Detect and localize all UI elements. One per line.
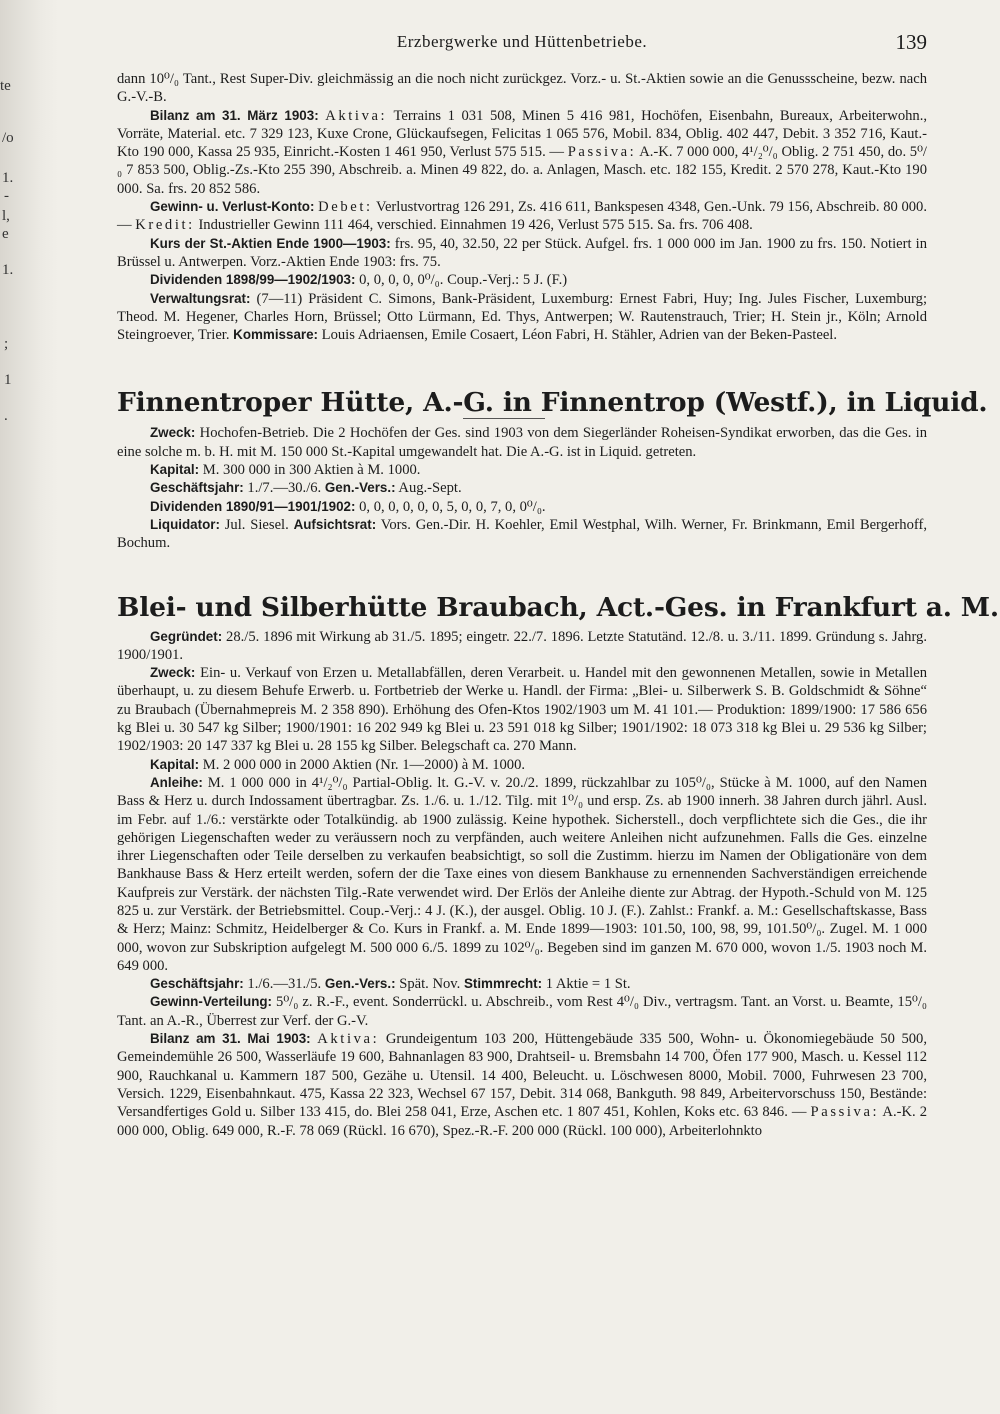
field-label: Liquidator:: [150, 516, 220, 532]
geschaeftsjahr-paragraph: Geschäftsjahr: 1./7.—30./6. Gen.-Vers.: Aug.-Sept.: [150, 480, 462, 497]
kapital-paragraph: Kapital: M. 2 000 000 in 2000 Aktien (Nr. 1—2000) à M. 1000.: [150, 756, 526, 773]
gewinn-verlust-paragraph: Gewinn- u. Verlust-Konto: Debet: Verlustvortrag 126 291, Zs. 416 611, Bankspesen 4348, Gen.-Unk. 79 156, Abschreib. 80 000. — Kredit: Industrieller Gewinn 111 464, verschied. Einnahmen 19 426, Verlust 575 515. Sa. frs. 706 408.: [117, 199, 927, 234]
geschaeftsjahr-paragraph: Geschäftsjahr: 1./6.—31./5. Gen.-Vers.: Spät. Nov. Stimmrecht: 1 Aktie = 1 St.: [150, 976, 631, 993]
field-label: Gewinn- u. Verlust-Konto:: [150, 199, 315, 215]
continuation-paragraph: dann 10⁰/₀ Tant., Rest Super-Div. gleichmässig an die noch nicht zurückgez. Vorz.- u. St.-Aktien sowie an die Genussscheine, bezw. nach G.-V.-B.: [117, 71, 927, 106]
zweck-paragraph: Zweck: Ein- u. Verkauf von Erzen u. Metallabfällen, deren Verarbeit. u. Handel mit den gewonnenen Metallen, sowie in Metallen überhaupt, u. zu diesem Behufe Erwerb. u. Fortbetrieb der Werke u. Handl. der Firma: „Blei- u. Silberwerk S. B. Goldschmidt & Söhne“ zu Braubach (Übernahmepreis M. 2 358 890). Erhöhung des Ofen-Ktos 1902/1903 um M. 41 101.— Produktion: 1899/1900: 17 586 656 kg Blei u. 30 547 kg Silber; 1900/1901: 16 202 949 kg Blei u. 23 591 018 kg Silber; 1901/1902: 18 073 318 kg Blei u. 29 536 kg Silber; 1902/1903: 20 147 337 kg Blei u. 28 155 kg Silber. Belegschaft ca. 270 Mann.: [117, 665, 927, 755]
field-label: Kapital:: [150, 756, 200, 772]
field-label: Zweck:: [150, 425, 196, 441]
field-label: Gegründet:: [150, 628, 223, 644]
field-label: Kurs der St.-Aktien Ende 1900—1903:: [150, 235, 391, 251]
field-label: Bilanz am 31. März 1903:: [150, 107, 319, 123]
gewinn-verteilung-paragraph: Gewinn-Verteilung: 5⁰/₀ z. R.-F., event. Sonderrückl. u. Abschreib., vom Rest 4⁰/₀ Div., vertragsm. Tant. an Vorst. u. Beamte, 15⁰/₀ Tant. an A.-R., Überrest zur Verf. der G.-V.: [117, 994, 927, 1029]
field-label: Geschäftsjahr:: [150, 480, 244, 496]
gutter-fragment: l,: [2, 208, 10, 224]
zweck-paragraph: Zweck: Hochofen-Betrieb. Die 2 Hochöfen der Ges. sind 1903 von dem Siegerländer Roheisen-Syndikat erworben, das die Ges. in eine solche m. b. H. mit M. 150 000 St.-Kapital umgewandelt hat. Die A.-G. ist in Liquid. getreten.: [117, 425, 927, 460]
field-label: Anleihe:: [150, 774, 203, 790]
field-label: Gewinn-Verteilung:: [150, 994, 273, 1010]
gutter-fragment: 1: [4, 372, 12, 388]
field-label: Gen.-Vers.:: [324, 976, 396, 992]
gutter-fragment: 1.: [2, 170, 14, 186]
field-label: Zweck:: [150, 665, 196, 681]
section-divider: [463, 418, 545, 419]
field-label: Geschäftsjahr:: [150, 976, 244, 992]
field-label: Kapital:: [150, 462, 200, 478]
bilanz-paragraph: Bilanz am 31. März 1903: Aktiva: Terrains 1 031 508, Minen 5 416 981, Hochöfen, Eisenbahn, Bureaux, Arbeiterwohn., Vorräte, Material. etc. 7 329 123, Kuxe Crone, Glückaufsegen, Felicitas 1 065 576, Mobil. 834, Oblig. 402 447, Debit. 3 352 716, Kaut.-Kto 190 000, Kassa 25 935, Einricht.-Kosten 1 461 950, Verlust 575 515. — Passiva: A.-K. 7 000 000, 4¹/₂⁰/₀ Oblig. 2 751 450, do. 5⁰/₀ 7 853 500, Oblig.-Zs.-Kto 255 390, Abschreib. a. Minen 49 822, do. a. Anlagen, Masch. etc. 182 155, Kredit. 2 570 278, Kaut.-Kto 190 000. Sa. frs. 20 852 586.: [117, 107, 928, 197]
field-label: Dividenden 1898/99—1902/1903:: [150, 272, 356, 288]
aktiva-label: Aktiva:: [325, 107, 388, 124]
field-label: Dividenden 1890/91—1901/1902:: [150, 498, 356, 514]
gutter-fragment: 1.: [2, 262, 14, 278]
field-label: Bilanz am 31. Mai 1903:: [150, 1031, 311, 1047]
kurs-paragraph: Kurs der St.-Aktien Ende 1900—1903: frs. 95, 40, 32.50, 22 per Stück. Aufgel. frs. 1 000 000 im Jan. 1900 zu frs. 150. Notiert in Brüssel u. Antwerpen. Vorz.-Aktien Ende 1903: frs. 75.: [117, 235, 928, 270]
gutter-fragment: te: [0, 78, 11, 94]
page-number: 139: [895, 30, 927, 54]
left-gutter: [0, 0, 58, 1414]
verwaltungsrat-paragraph: Verwaltungsrat: (7—11) Präsident C. Simons, Bank-Präsident, Luxemburg: Ernest Fabri, Huy; Ing. Jules Fischer, Luxemburg; Theod. M. Hegener, Charles Horn, Brüssel; Otto Lürmann, Ed. Thys, Antwerpen; W. Rautenstrauch, Trier; H. Stein jr., Köln; Arnold Steingroever, Trier. Kommissare: Louis Adriaensen, Emile Cosaert, Léon Fabri, H. Stähler, Adrien van der Beken-Pasteel.: [117, 290, 927, 344]
debet-label: Debet:: [318, 199, 373, 216]
liquidator-paragraph: Liquidator: Jul. Siesel. Aufsichtsrat: Vors. Gen.-Dir. H. Koehler, Emil Westphal, Wilh. Werner, Fr. Brinkmann, Emil Bergerhoff, Bochum.: [117, 516, 927, 552]
kredit-label: Kredit:: [135, 217, 195, 234]
gutter-fragment: /o: [2, 130, 14, 146]
field-label: Kommissare:: [233, 327, 319, 343]
company-title-braubach: Blei- und Silberhütte Braubach, Act.-Ges. in Frankfurt a. M.: [117, 591, 999, 623]
aktiva-label: Aktiva:: [317, 1031, 380, 1048]
gutter-fragment: -: [4, 188, 9, 204]
dividenden-paragraph: Dividenden 1890/91—1901/1902: 0, 0, 0, 0, 0, 0, 5, 0, 0, 7, 0, 0⁰/₀.: [150, 498, 546, 515]
running-title: Erzbergwerke und Hüttenbetriebe.: [396, 32, 648, 51]
passiva-label: Passiva:: [810, 1104, 880, 1121]
field-label: Aufsichtsrat:: [293, 516, 377, 532]
gegruendet-paragraph: Gegründet: 28./5. 1896 mit Wirkung ab 31./5. 1895; eingetr. 22./7. 1896. Letzte Statutänd. 12./8. u. 3./11. 1899. Gründung s. Jahrg. 1900/1901.: [117, 628, 927, 663]
page-body: [117, 70, 999, 1140]
dividenden-paragraph: Dividenden 1898/99—1902/1903: 0, 0, 0, 0, 0⁰/₀. Coup.-Verj.: 5 J. (F.): [150, 272, 568, 289]
field-label: Gen.-Vers.:: [324, 480, 396, 496]
running-header: [117, 32, 927, 54]
kapital-paragraph: Kapital: M. 300 000 in 300 Aktien à M. 1000.: [150, 462, 421, 479]
anleihe-paragraph: Anleihe: M. 1 000 000 in 4¹/₂⁰/₀ Partial-Oblig. lt. G.-V. v. 20./2. 1899, rückzahlbar zu 105⁰/₀, Stücke à M. 1000, auf den Namen Bass & Herz u. durch Indossament übertragbar. Zs. 1./6. u. 1./12. Tilg. mit 1⁰/₀ und ersp. Zs. ab 1900 innerh. 38 Jahren durch jährl. Ausl. im Febr. auf 1./6.: verstärkte oder Totalkündig. ab 1900 zulässig. Keine hypothek. Sicherstell., doch verpflichtete sich die Ges., die ihr gehörigen Liegenschaften weder zu veräussern noch zu verpfänden, auch weitere Anleihen nicht aufzunehmen. Falls die Ges. einzelne ihrer Liegenschaften oder Teile derselben zu verkaufen beabsichtigt, so soll die Zustimm. hierzu im Namen der Obligationäre von dem Bankhause Bass & Herz erteilt werden, sofern der die Taxe eines von diesem Bankhause zu ernennenden Sachverständigen erreichende Kaufpreis zur Verstärk. der nächsten Tilg.-Rate verwendet wird. Der Erlös der Anleihe diente zur Abtrag. der Hypoth.-Schuld von M. 125 825 u. zur Verstärk. der Betriebsmittel. Coup.-Verj.: 4 J. (K.), der ausgel. Oblig. 10 J. (F.). Zahlst.: Frankf. a. M.: Gesellschaftskasse, Bass & Herz; Mainz: Schmitz, Heidelberger & Co. Kurs in Frankf. a. M. Ende 1899—1903: 101.50, 100, 98, 99, 101.50⁰/₀. Zugel. M. 1 000 000, wovon zur Subskription aufgelegt M. 500 000 6./5. 1899 zu 102⁰/₀. Begeben sind im ganzen M. 670 000, wovon 1./5. 1903 noch M. 649 000.: [117, 774, 927, 974]
field-label: Verwaltungsrat:: [150, 290, 251, 306]
company-title-finnentrop: Finnentroper Hütte, A.-G. in Finnentrop (Westf.), in Liquid.: [117, 387, 988, 419]
gutter-fragment: e: [2, 226, 9, 242]
bilanz-paragraph: Bilanz am 31. Mai 1903: Aktiva: Grundeigentum 103 200, Hüttengebäude 335 500, Wohn- u. Ökonomiegebäude 50 500, Gemeindemühle 26 500, Wasserläufe 19 600, Bahnanlagen 83 900, Drahtseil- u. Bremsbahn 14 700, Öfen 177 900, Masch. u. Kessel 112 900, Rauchkanal u. Kammern 187 500, Gezähe u. Utensil. 14 400, Beleucht. u. Löschwesen 8000, Mobil. 7000, Fuhrwesen 23 700, Versich. 1229, Eisenbahnkaut. 475, Kassa 22 323, Wechsel 67 157, Debit. 314 068, Bankguth. 98 849, Arbeitervorschuss 150, Bestände: Versandfertiges Gold u. Silber 133 415, do. Blei 258 041, Erze, Aschen etc. 1 807 451, Kohlen, Koks etc. 63 846. — Passiva: A.-K. 2 000 000, Oblig. 649 000, R.-F. 78 069 (Rückl. 16 670), Spez.-R.-F. 200 000 (Rückl. 100 000), Arbeiterlohnkto: [117, 1031, 928, 1139]
field-label: Stimmrecht:: [463, 976, 543, 992]
gutter-fragment: .: [4, 408, 8, 424]
gutter-fragment: ;: [4, 336, 9, 352]
passiva-label: Passiva:: [567, 144, 637, 161]
